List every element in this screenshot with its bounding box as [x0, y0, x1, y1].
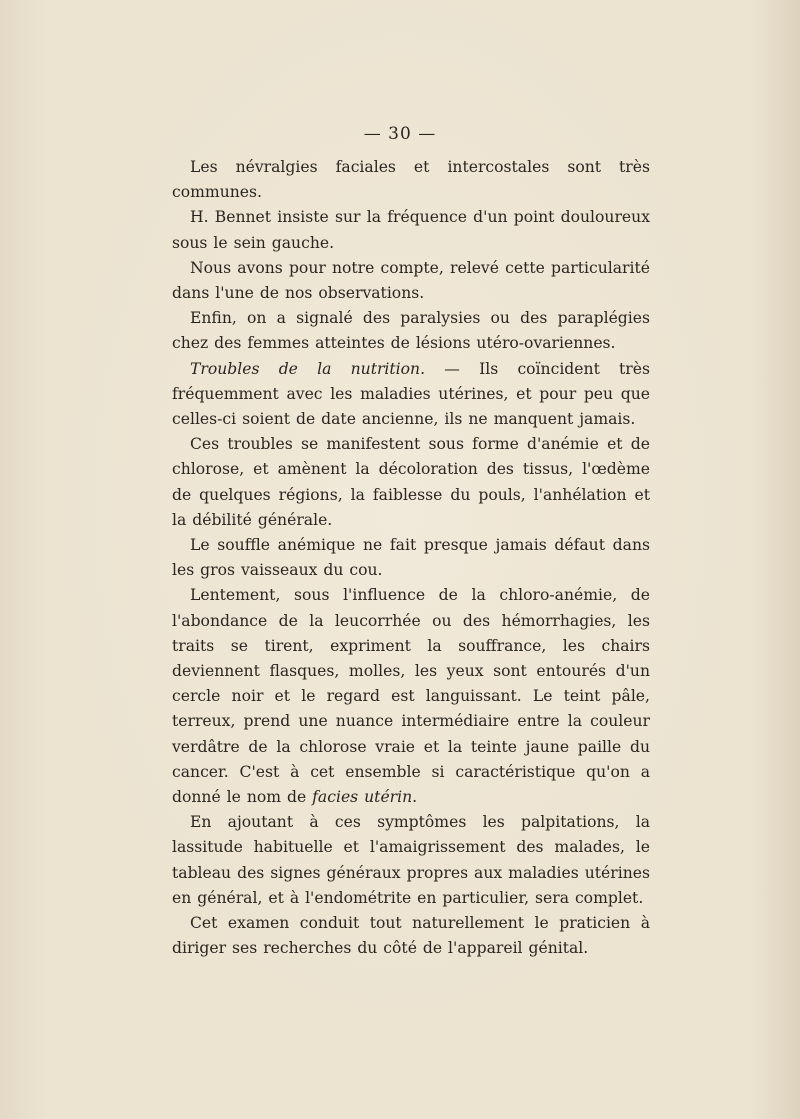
paragraph-facies [172, 583, 650, 810]
paragraph-paralysies: Enfin, on a signalé des paralysies ou des paraplégies chez des femmes atteintes de lésions utéro-ovariennes. [172, 309, 650, 353]
paragraph-troubles-nutrition-text: — Ils coïncident très fréquemment avec les maladies utérines, et pour peu que celles-ci soient de date ancienne, ils ne manquent jamais. [172, 359, 650, 429]
paragraph-bennet: H. Bennet insiste sur la fréquence d'un point douloureux sous le sein gauche. [172, 208, 650, 252]
paragraph-anemie: Ces troubles se manifestent sous forme d'anémie et de chlorose, et amènent la décoloration des tissus, l'œdème de quelques régions, la faiblesse du pouls, l'anhélation et la débilité générale. [172, 435, 650, 529]
paragraph-nevralgies: Les névralgies faciales et intercostales sont très communes. [172, 158, 650, 202]
paragraph-facies-text: Lentement, sous l'influence de la chloro-anémie, de l'abondance de la leucorrhée ou des hémorrhagies, les traits se tirent, expriment la souffrance, les chairs deviennent flasques, molles, les yeux sont entourés d'un cercle noir et le regard est languissant. Le teint pâle, terreux, prend une nuance intermédiaire entre la couleur verdâtre de la chlorose vraie et la teinte jaune paille du cancer. C'est à cet ensemble si caractéristique qu'on a donné le nom de [172, 586, 650, 807]
paragraph-troubles-nutrition [172, 357, 650, 433]
paragraph-observations: Nous avons pour notre compte, relevé cette particularité dans l'une de nos observations. [172, 258, 650, 303]
page-number: — 30 — [363, 124, 437, 144]
body-text [172, 155, 650, 962]
paragraph-facies-end: . [412, 788, 418, 807]
paragraph-symptomes: En ajoutant à ces symptômes les palpitations, la lassitude habituelle et l'amaigrissement des malades, le tableau des signes généraux propres aux maladies utérines en général, et à l'endométrite en particulier, sera complet. [172, 813, 650, 907]
paragraph-souffle: Le souffle anémique ne fait presque jamais défaut dans les gros vaisseaux du cou. [172, 536, 650, 580]
term-facies-uterin: facies utérin [312, 788, 413, 807]
paragraph-examen: Cet examen conduit tout naturellement le praticien à diriger ses recherches du côté de l'appareil génital. [172, 914, 650, 958]
section-title-troubles-nutrition: Troubles de la nutrition. [190, 359, 426, 378]
